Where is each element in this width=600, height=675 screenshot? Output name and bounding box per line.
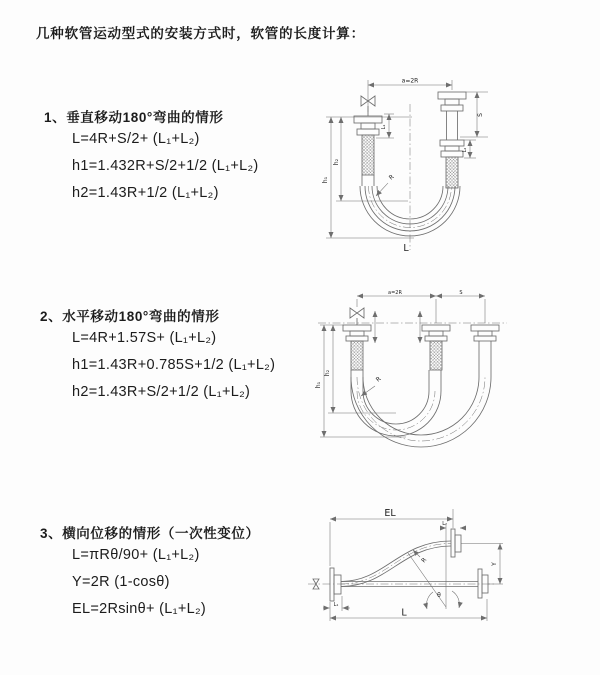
- dimension-y: [491, 544, 500, 585]
- dim-label-a2r: a=2R: [388, 290, 402, 296]
- dim-label-l: L: [401, 607, 407, 619]
- dim-label-l1: L₁: [333, 602, 339, 608]
- label-radius: R: [387, 173, 396, 182]
- dimension-el: [330, 508, 453, 566]
- left-flange: [330, 568, 341, 601]
- dim-label-l1: L₁: [381, 124, 387, 130]
- dim-label-el: EL: [384, 508, 396, 519]
- dimension-l1: [323, 596, 350, 611]
- formula-h1: h1=1.432R+S/2+1/2 (L₁+L₂): [72, 158, 259, 174]
- dim-label-h1: h₁: [315, 381, 322, 389]
- section-vertical-movement: [0, 106, 320, 207]
- dim-label-y: Y: [491, 562, 498, 566]
- braided-hose-section: [362, 135, 374, 175]
- middle-hose-fitting: [422, 325, 450, 370]
- label-radius: R: [420, 556, 429, 565]
- section-lateral-displacement: [0, 522, 320, 623]
- dim-label-h2: h₂: [324, 369, 331, 377]
- braided-hose-section: [351, 341, 363, 370]
- dimension-a2r: [357, 290, 485, 323]
- dim-label-l2: L₂: [462, 147, 468, 153]
- upper-right-flange: [451, 529, 503, 557]
- curved-hose: [341, 541, 451, 587]
- right-hose-fitting: [471, 325, 499, 377]
- section-2-heading: 2、水平移动180°弯曲的情形: [40, 309, 220, 324]
- label-length: L: [403, 243, 409, 254]
- right-hose-fitting: [438, 92, 466, 188]
- dimension-l: [330, 599, 487, 621]
- label-angle: θ: [437, 592, 441, 599]
- section-1-heading: 1、垂直移动180°弯曲的情形: [44, 110, 224, 125]
- left-hose-fitting: [343, 325, 371, 370]
- formula-Y: Y=2R (1-cosθ): [72, 574, 170, 590]
- page-title: 几种软管运动型式的安装方式时，软管的长度计算：: [36, 26, 365, 41]
- radius-leader: [361, 375, 382, 396]
- radius-leader: [376, 173, 395, 196]
- section-horizontal-movement: [0, 305, 320, 406]
- dim-label-l2: L₂: [442, 521, 447, 527]
- lower-right-flange: [478, 569, 503, 598]
- formula-L: L=4R+1.57S+ (L₁+L₂): [72, 330, 217, 346]
- formula-h2: h2=1.43R+1/2 (L₁+L₂): [72, 185, 219, 201]
- dim-label-s: S: [477, 113, 484, 117]
- angle-construction: [408, 525, 459, 609]
- dim-label-a2r: a=2R: [401, 77, 419, 85]
- dim-label-h2: h₂: [333, 158, 340, 166]
- section-3-heading: 3、横向位移的情形（一次性变位）: [40, 526, 260, 541]
- formula-h1: h1=1.43R+0.785S+1/2 (L₁+L₂): [72, 357, 276, 373]
- diagram-lateral-displacement: [300, 495, 590, 645]
- u-bend-hose: [351, 370, 441, 436]
- formula-L: L=4R+S/2+ (L₁+L₂): [72, 131, 200, 147]
- diagram-vertical-movement: [300, 70, 560, 260]
- left-hose-fitting: [354, 116, 382, 186]
- valve-icon: [350, 308, 364, 325]
- label-radius: R: [374, 375, 383, 384]
- dim-label-h1: h₁: [322, 176, 329, 184]
- formula-EL: EL=2Rsinθ+ (L₁+L₂): [72, 601, 207, 617]
- formula-L: L=πRθ/90+ (L₁+L₂): [72, 547, 200, 563]
- diagram-horizontal-movement: [300, 285, 580, 450]
- dimension-s: [436, 290, 485, 296]
- braided-hose-section: [446, 157, 458, 188]
- braided-hose-section: [430, 341, 442, 370]
- formula-h2: h2=1.43R+S/2+1/2 (L₁+L₂): [72, 384, 251, 400]
- dim-label-s: S: [459, 290, 463, 296]
